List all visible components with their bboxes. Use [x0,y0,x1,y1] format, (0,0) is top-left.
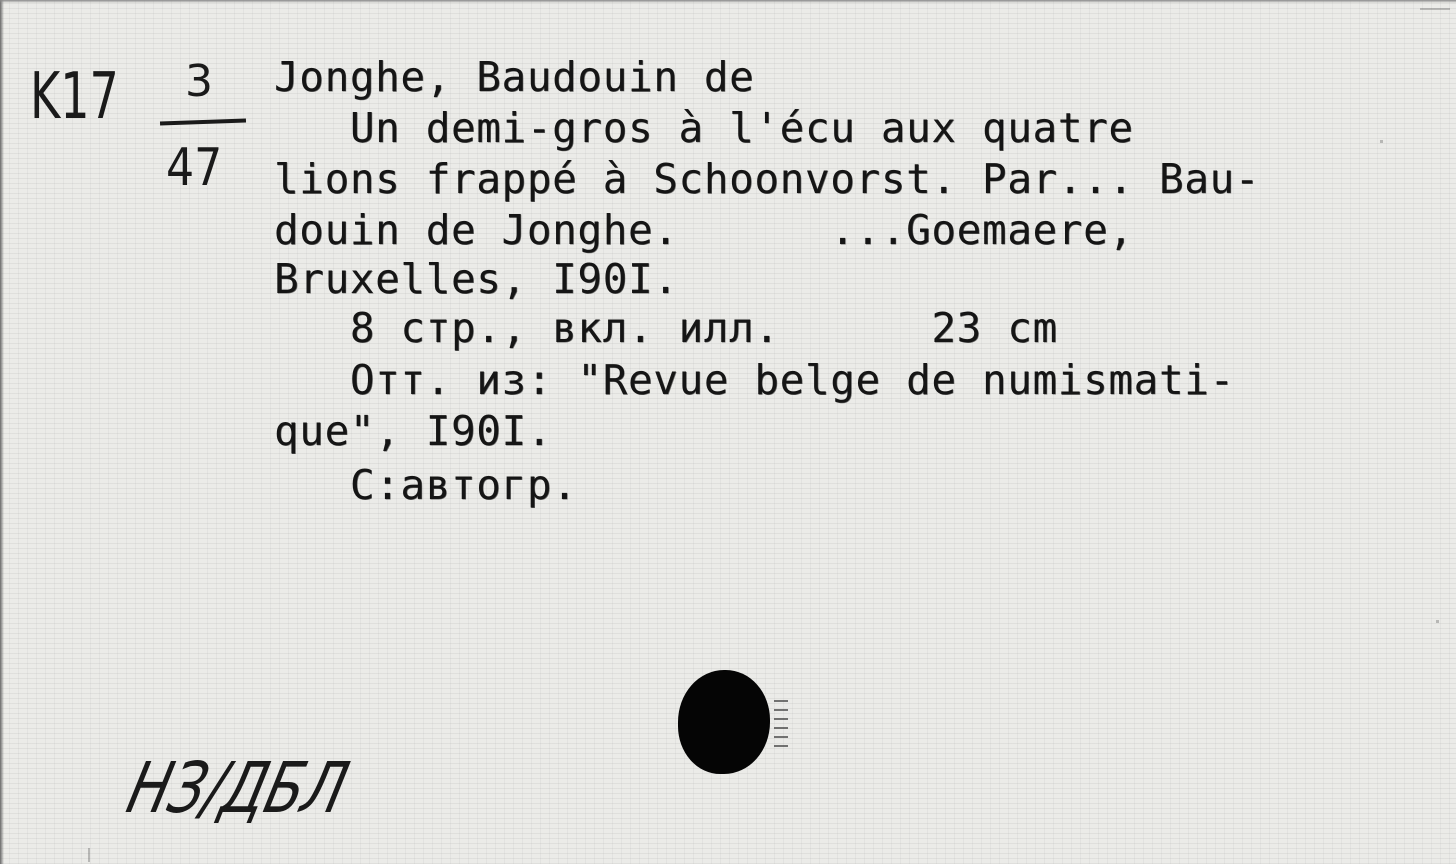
punch-hole-marks [774,700,788,750]
title-line-3: douin de Jonghe. ...Goemaere, [274,206,1134,254]
inventory-note: НЗ/ДБЛ [119,747,356,829]
offprint-note-line-1: Отт. из: "Revue belge de numismati- [274,356,1235,404]
shelf-mark-main: K17 [30,60,119,134]
shelf-mark-numerator: 3 [185,56,213,107]
collation-line: 8 стр., вкл. илл. 23 cm [274,304,1058,352]
scan-speck [1436,620,1439,623]
offprint-note-line-2: que", I90I. [274,407,553,455]
shelf-mark-fraction-bar [160,119,246,126]
author-heading: Jonghe, Baudouin de [274,53,755,101]
scan-speck [1380,140,1383,143]
imprint-line: Bruxelles, I90I. [274,255,679,303]
autograph-note: С:автогр. [274,461,578,509]
shelf-mark-denominator: 47 [166,138,223,198]
title-line-1: Un demi-gros à l'écu aux quatre [274,104,1134,152]
card-top-edge [0,0,1456,3]
title-line-2: lions frappé à Schoonvorst. Par... Bau- [274,155,1261,203]
scan-speck [1420,8,1450,10]
card-left-edge [0,0,4,864]
punch-hole [678,670,770,774]
scan-speck [88,848,90,862]
